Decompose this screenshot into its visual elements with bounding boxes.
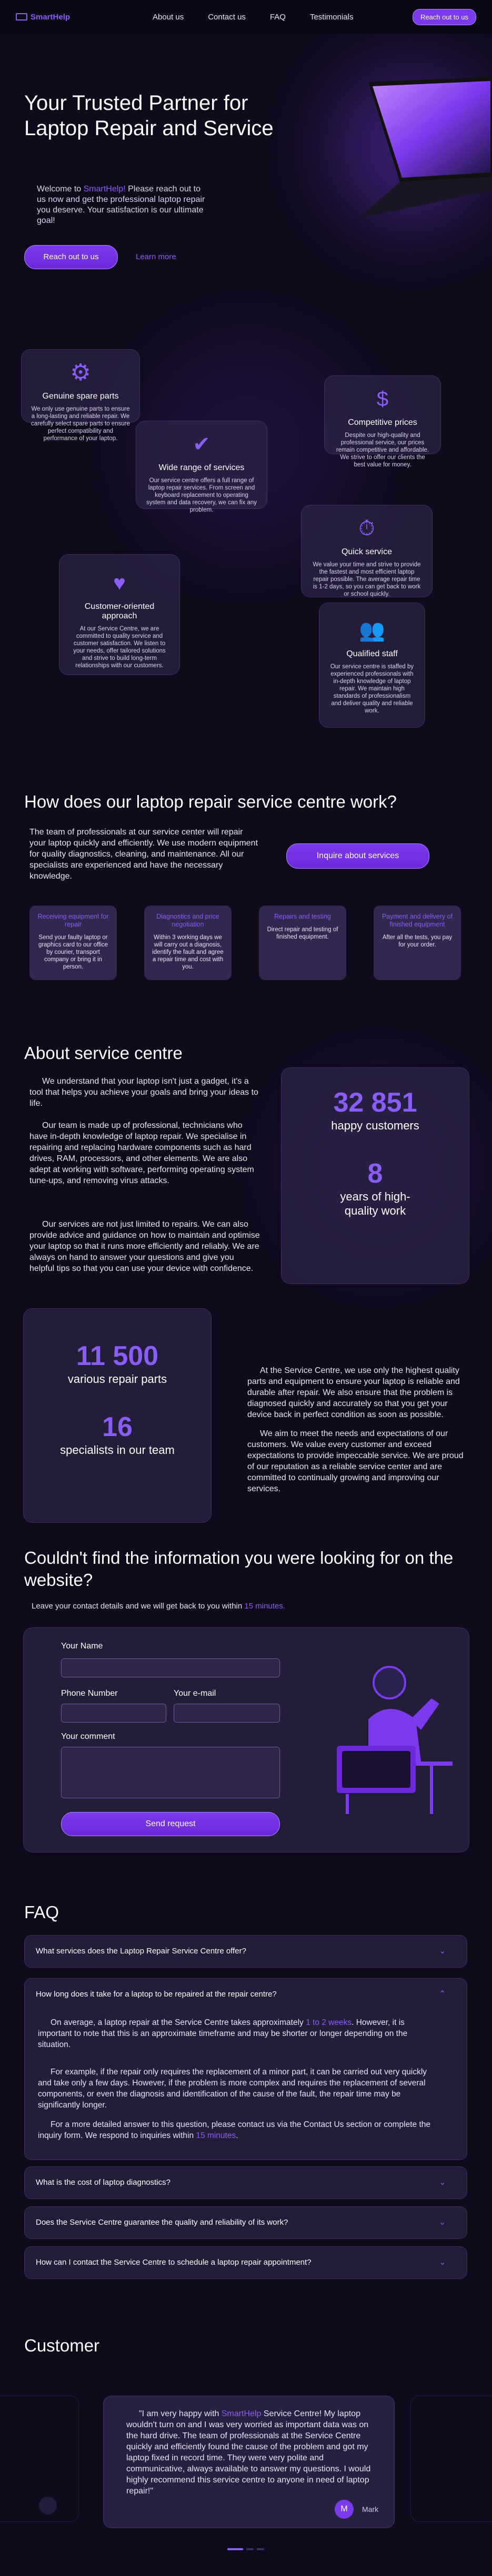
testimonial-quote-text: "I am very happy with	[139, 2409, 222, 2418]
about-paragraph: Our team is made up of professional, technicians who have in-depth knowledge of laptop repair. We specialise in repairing and replacing hardware components such as hard drives, RAM, processors, and other elements. We are also adept at working with software, performing operating system tune-ups, and removing virus attacks.	[29, 1121, 254, 1185]
feature-text: At our Service Centre, we are committed to quality service and customer satisfaction. We listen to your needs, offer tailored solutions and strive to build long-term relationships with our customers.	[73, 626, 166, 669]
faq-question[interactable]: How long does it take for a laptop to be repaired at the repair centre?	[36, 1990, 277, 1999]
stat-value: 16	[102, 1412, 133, 1442]
stat-value: 32 851	[333, 1087, 417, 1118]
stat-value: 8	[367, 1158, 383, 1189]
how-title: How does our laptop repair service centre work?	[24, 792, 397, 811]
carousel-dot[interactable]	[246, 2548, 254, 2550]
faq-answer	[38, 2119, 438, 2141]
how-description: The team of professionals at our service center will repair your laptop quickly and efficiently. We use modern equipment for quality diagnostics, cleaning, and maintenance. All our specialists are experienced and have the necessary knowledge.	[29, 828, 258, 881]
testimonials-title: Customer	[24, 2336, 100, 2355]
contact-title: Couldn't find the information you were looking for on the website?	[24, 1548, 454, 1590]
step-card	[29, 905, 117, 980]
faq-question[interactable]: What services does the Laptop Repair Service Centre offer?	[36, 1947, 246, 1956]
hero-desc-post: Please reach out to us now and get the professional laptop repair you deserve. Your satisfaction is our ultimate goal!	[37, 185, 205, 225]
feature-title: Genuine spare parts	[42, 392, 119, 401]
nav-link-testimonials[interactable]: Testimonials	[309, 12, 354, 22]
email-input[interactable]	[174, 1704, 280, 1723]
contact-subtitle	[32, 1602, 285, 1611]
chevron-down-icon[interactable]: ⌄	[439, 2178, 446, 2187]
learn-more-link[interactable]: Learn more	[136, 252, 176, 261]
faq-answer-text: On average, a laptop repair at the Service Centre takes approximately	[51, 2018, 306, 2027]
feature-text: We only use genuine parts to ensure a long-lasting and reliable repair. We carefully select spare parts to ensure perfect compatibility and performance of your laptop.	[31, 406, 130, 442]
phone-label: Phone Number	[61, 1689, 118, 1698]
avatar: M	[335, 2500, 354, 2519]
feature-card-quick	[301, 505, 433, 597]
logo[interactable]	[16, 13, 70, 22]
feature-text: Despite our high-quality and professional service, our prices remain competitive and affordable. We strive to offer our clients the best value for money.	[336, 432, 429, 468]
step-text: Direct repair and testing of finished equipment.	[267, 926, 338, 940]
step-title: Receiving equipment for repair	[37, 913, 109, 928]
price-tag-icon: $	[376, 388, 389, 411]
feature-text: We value your time and strive to provide the fastest and most efficient laptop repair possible. The average repair time is 1-2 days, so you can get back to work or school quickly.	[313, 562, 421, 597]
step-card	[259, 905, 346, 980]
faq-question[interactable]: How can I contact the Service Centre to schedule a laptop repair appointment?	[36, 2258, 312, 2267]
phone-input[interactable]	[61, 1704, 166, 1723]
comment-label: Your comment	[61, 1732, 115, 1741]
nav-reach-out-button[interactable]: Reach out to us	[413, 9, 476, 25]
feature-title: Wide range of services	[158, 463, 245, 472]
faq-answer	[38, 2017, 438, 2050]
faq-answer-text: .	[236, 2131, 238, 2140]
faq-title: FAQ	[24, 1902, 59, 1922]
feature-text: Our service centre offers a full range of laptop repair services. From screen and keyboard replacement to operating system and data recovery, we can fix any problem.	[146, 477, 257, 513]
step-card	[374, 905, 461, 980]
contact-sub-pre: Leave your contact details and we will get back to you within	[32, 1602, 245, 1611]
about-paragraph: Our services are not just limited to repairs. We can also provide advice and guidance on how to maintain and optimise your laptop so that it runs more efficiently and reliably. We are always on hand to answer your questions and give you helpful tips so that you can use your device with confidence.	[29, 1220, 260, 1273]
about-paragraph-right: At the Service Centre, we use only the highest quality parts and equipment to ensure your laptop is reliable and durable after repair. We also ensure that the problem is diagnosed quickly and accurately so that you get your device back in perfect condition as soon as possible.	[247, 1366, 460, 1419]
hero-desc-brand: SmartHelp!	[83, 185, 126, 194]
name-label: Your Name	[61, 1642, 103, 1651]
chevron-down-icon[interactable]: ⌄	[439, 1947, 446, 1956]
faq-answer-text: . However, it is important to note that this is an approximate timeframe and may be shorter or longer depending on the situation.	[38, 2018, 408, 2049]
feature-title: Competitive prices	[348, 418, 417, 427]
stat-label: specialists in our team	[60, 1443, 175, 1457]
faq-answer: For example, if the repair only requires the replacement of a minor part, it can be carried out very quickly and take only a few days. However, if the problem is more complex and requires the replacement of several components, or even the diagnosis and identification of the cause of the fault, the repair time may be significantly longer.	[38, 2068, 427, 2110]
checkmark-icon: ✔	[193, 433, 210, 456]
faq-answer-highlight: 1 to 2 weeks	[306, 2018, 352, 2027]
stat-label: happy customers	[331, 1119, 419, 1132]
hero-desc-pre: Welcome to	[37, 185, 84, 194]
nav-link-contact[interactable]: Contact us	[208, 12, 246, 22]
feature-title: Customer-oriented approach	[84, 602, 155, 620]
carousel-dot-active[interactable]	[227, 2548, 243, 2550]
stat-label: various repair parts	[67, 1372, 167, 1386]
avatar-ghost	[39, 2497, 57, 2514]
feature-card-prices	[324, 375, 441, 468]
feature-card-staff	[319, 603, 425, 728]
feature-text: Our service centre is staffed by experienced professionals with in-depth knowledge of laptop repair. We maintain high standards of professionalism and deliver quality and reliable work.	[330, 664, 414, 714]
nav-link-about[interactable]: About us	[153, 12, 184, 22]
testimonial-quote	[126, 2408, 374, 2497]
stat-label: years of high-quality work	[340, 1190, 410, 1217]
feature-card-genuine-parts	[21, 349, 140, 442]
testimonial-author: Mark	[362, 2505, 379, 2513]
laptop-logo-icon	[16, 13, 27, 21]
comment-textarea[interactable]	[61, 1747, 280, 1798]
step-title: Repairs and testing	[274, 913, 331, 920]
carousel-dot[interactable]	[257, 2548, 264, 2550]
stats-card-right	[281, 1067, 469, 1284]
laptop-illustration	[337, 77, 492, 235]
faq-question[interactable]: Does the Service Centre guarantee the quality and reliability of its work?	[36, 2218, 288, 2227]
name-input[interactable]	[61, 1658, 280, 1677]
chevron-up-icon[interactable]: ⌃	[439, 1990, 446, 1999]
top-nav	[0, 0, 492, 34]
stat-value: 11 500	[76, 1341, 159, 1371]
testimonial-brand: SmartHelp	[221, 2409, 262, 2418]
contact-sub-highlight: 15 minutes.	[244, 1602, 285, 1611]
step-text: After all the tests, you pay for your order.	[382, 934, 453, 948]
hero-title: Your Trusted Partner for Laptop Repair and Service	[24, 91, 274, 140]
hero-reach-out-button[interactable]: Reach out to us	[24, 245, 118, 269]
step-text: Send your faulty laptop or graphics card to our office by courier, transport company or bring it in person.	[38, 934, 108, 970]
faq-answer-highlight: 15 minutes	[196, 2131, 236, 2140]
heart-hands-icon: ♥	[113, 572, 126, 595]
step-card	[144, 905, 232, 980]
about-paragraph: We understand that your laptop isn't just a gadget, it's a tool that helps you achieve your goals and bring your ideas to life.	[29, 1077, 258, 1108]
logo-text: SmartHelp	[31, 12, 71, 22]
hero-description	[37, 184, 210, 226]
email-label: Your e-mail	[174, 1689, 216, 1698]
feature-card-range	[136, 421, 267, 513]
gear-icon: ⚙	[70, 360, 91, 385]
faq-question[interactable]: What is the cost of laptop diagnostics?	[36, 2178, 170, 2187]
chevron-down-icon[interactable]: ⌄	[439, 2258, 446, 2267]
stopwatch-icon: ⏱	[358, 517, 375, 540]
testimonial-quote-text: Service Centre! My laptop wouldn't turn on and I was very worried as important data was on the hard drive. The team of professionals at the Service Centre quickly and efficiently found the cause of the problem and got my laptop fixed in record time. They were very polite and communicative, always available to answer my questions. I would highly recommend this service centre to anyone in need of laptop repair!"	[126, 2409, 371, 2496]
feature-title: Quick service	[341, 547, 393, 556]
carousel-dots[interactable]	[227, 2548, 264, 2550]
chevron-down-icon[interactable]: ⌄	[439, 2218, 446, 2227]
step-title: Diagnostics and price negotiation	[156, 913, 219, 928]
nav-link-faq[interactable]: FAQ	[269, 12, 286, 22]
support-agent-illustration	[326, 1656, 458, 1819]
send-request-button[interactable]: Send request	[61, 1812, 280, 1836]
step-text: Within 3 working days we will carry out a diagnosis, identify the fault and agree a repair time and cost with you.	[152, 934, 224, 970]
stats-card-left	[23, 1308, 212, 1523]
staff-icon: 👥	[359, 619, 385, 642]
about-title: About service centre	[24, 1043, 183, 1063]
about-paragraph-right: We aim to meet the needs and expectations of our customers. We value every customer and exceed expectations to provide impeccable service. We are proud of our reputation as a reliable service center and are committed to continually growing and improving our services.	[247, 1429, 464, 1493]
feature-card-customer	[59, 554, 180, 675]
feature-title: Qualified staff	[346, 649, 398, 658]
step-title: Payment and delivery of finished equipment	[381, 913, 453, 928]
nav-links	[153, 13, 353, 22]
faq-answer-text: For a more detailed answer to this question, please contact us via the Contact Us section or complete the inquiry form. We respond to inquiries within	[38, 2120, 430, 2140]
testimonial-card-next-ghost[interactable]	[410, 2396, 492, 2522]
inquire-services-button[interactable]: Inquire about services	[286, 843, 429, 869]
